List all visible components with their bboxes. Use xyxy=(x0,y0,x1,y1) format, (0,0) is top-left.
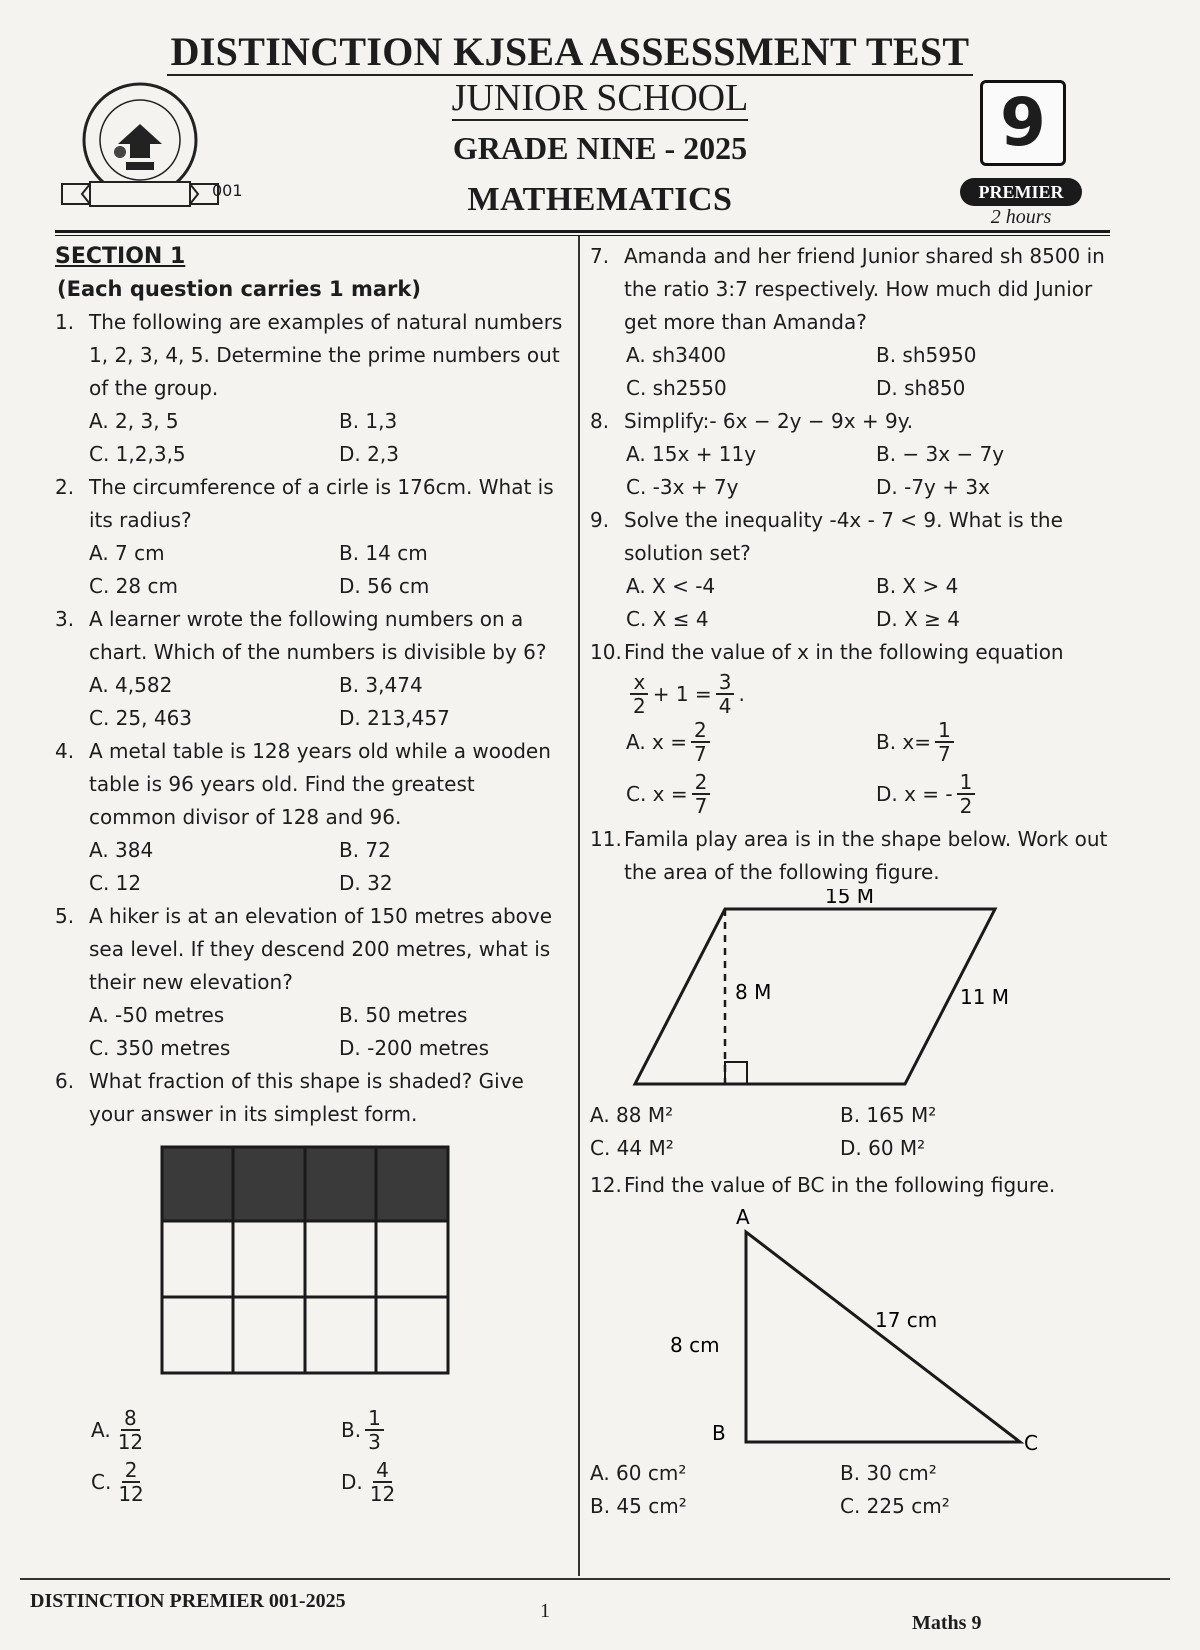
option-a[interactable]: A. 4,582 xyxy=(89,673,173,697)
option-c[interactable]: C. 12 xyxy=(89,871,142,895)
option-a[interactable]: A. 60 cm² xyxy=(590,1461,687,1485)
fraction: $\frac{8}{12}$ xyxy=(117,1406,144,1454)
option-b[interactable]: B. sh5950 xyxy=(876,343,977,367)
option-a[interactable]: A. 15x + 11y xyxy=(626,442,757,466)
question-number: 6. xyxy=(55,1069,75,1093)
question-number: 3. xyxy=(55,607,75,631)
question-number: 7. xyxy=(590,244,610,268)
option-c[interactable]: C. 350 metres xyxy=(89,1036,231,1060)
question-number: 11. xyxy=(590,827,622,851)
question-11-options xyxy=(590,1099,1130,1165)
shaded-grid-figure xyxy=(160,1145,450,1375)
question-number: 2. xyxy=(55,475,75,499)
option-letter: D. x = - xyxy=(876,781,953,806)
option-d[interactable] xyxy=(876,771,1106,817)
question-text: A metal table is 128 years old while a wooden table is 96 years old. Find the greatest common divisor of 128 and 96. xyxy=(89,739,551,829)
option-d[interactable]: D. -7y + 3x xyxy=(876,475,990,499)
option-a[interactable]: A. sh3400 xyxy=(626,343,727,367)
question-4 xyxy=(55,735,565,834)
footer-rule xyxy=(20,1578,1170,1580)
exam-title: DISTINCTION KJSEA ASSESSMENT TEST xyxy=(150,28,990,75)
logo-code: 001 xyxy=(212,181,243,200)
question-text: What fraction of this shape is shaded? Give your answer in its simplest form. xyxy=(89,1069,524,1126)
fraction: $\frac{3}{4}$ xyxy=(716,671,735,717)
side-ac-label: 17 cm xyxy=(875,1308,938,1332)
question-9-options xyxy=(626,570,1130,636)
option-b[interactable]: B. 3,474 xyxy=(339,673,423,697)
question-10 xyxy=(590,636,1130,669)
top-length-label: 15 M xyxy=(825,889,875,908)
option-c[interactable]: C. 44 M² xyxy=(590,1136,674,1160)
question-text: Find the value of x in the following equation xyxy=(624,640,1064,664)
question-text: Find the value of BC in the following figure. xyxy=(624,1173,1056,1197)
option-letter: C. xyxy=(91,1469,112,1494)
option-c[interactable]: C. X ≤ 4 xyxy=(626,607,709,631)
option-d[interactable]: C. 225 cm² xyxy=(840,1494,950,1518)
fraction: $\frac{1}{2}$ xyxy=(957,771,976,817)
footer-subject: Maths 9 xyxy=(912,1612,982,1634)
question-6-options xyxy=(91,1407,565,1505)
question-6 xyxy=(55,1065,565,1131)
question-8-options xyxy=(626,438,1130,504)
question-number: 1. xyxy=(55,310,75,334)
question-8 xyxy=(590,405,1130,438)
option-b[interactable] xyxy=(876,719,1106,765)
question-7-options xyxy=(626,339,1130,405)
question-number: 5. xyxy=(55,904,75,928)
question-4-options xyxy=(89,834,565,900)
question-2 xyxy=(55,471,565,537)
option-b[interactable]: B. 165 M² xyxy=(840,1103,937,1127)
option-d[interactable]: D. X ≥ 4 xyxy=(876,607,961,631)
option-d[interactable]: D. 32 xyxy=(339,871,393,895)
option-d[interactable]: D. -200 metres xyxy=(339,1036,489,1060)
fraction: $\frac{x}{2}$ xyxy=(630,671,649,717)
option-a[interactable]: A. X < -4 xyxy=(626,574,716,598)
option-c[interactable] xyxy=(626,771,876,817)
question-text: Amanda and her friend Junior shared sh 8500 in the ratio 3:7 respectively. How much did Junior get more than Amanda? xyxy=(624,244,1105,334)
question-10-options xyxy=(626,719,1130,817)
right-angle-mark xyxy=(725,1062,747,1084)
header-rule xyxy=(55,230,1110,233)
option-letter: A. x = xyxy=(626,729,687,754)
question-text: The following are examples of natural numbers 1, 2, 3, 4, 5. Determine the prime numbers out of the group. xyxy=(89,310,563,400)
question-number: 8. xyxy=(590,409,610,433)
equation-middle: + 1 = xyxy=(652,681,712,706)
fraction: $\frac{4}{12}$ xyxy=(369,1458,396,1506)
option-letter: D. xyxy=(341,1469,363,1494)
vertex-b-label: B xyxy=(712,1421,726,1445)
fraction: $\frac{1}{3}$ xyxy=(365,1407,384,1453)
option-b[interactable]: B. X > 4 xyxy=(876,574,959,598)
side-length-label: 11 M xyxy=(960,985,1010,1009)
question-1-options xyxy=(89,405,565,471)
option-letter: A. xyxy=(91,1417,111,1442)
option-b[interactable]: B. 14 cm xyxy=(339,541,428,565)
grade-number-box: 9 xyxy=(980,80,1066,166)
equation-end: . xyxy=(738,681,745,706)
question-1 xyxy=(55,306,565,405)
publisher-logo xyxy=(60,72,220,222)
page-number: 1 xyxy=(540,1600,550,1622)
question-12 xyxy=(590,1169,1130,1202)
option-a[interactable]: A. -50 metres xyxy=(89,1003,225,1027)
question-text: A learner wrote the following numbers on a chart. Which of the numbers is divisible by 6? xyxy=(89,607,547,664)
vertex-c-label: C xyxy=(1024,1431,1038,1455)
fraction: $\frac{1}{7}$ xyxy=(935,719,954,765)
question-text: The circumference of a cirle is 176cm. What is its radius? xyxy=(89,475,554,532)
option-a[interactable] xyxy=(626,719,876,765)
option-c[interactable] xyxy=(91,1459,341,1505)
option-c[interactable]: C. 1,2,3,5 xyxy=(89,442,186,466)
question-7 xyxy=(590,240,1130,339)
section-title: SECTION 1 xyxy=(55,244,186,269)
option-d[interactable]: D. 56 cm xyxy=(339,574,430,598)
exam-duration: 2 hours xyxy=(990,206,1052,228)
question-text: Solve the inequality -4x - 7 < 9. What is the solution set? xyxy=(624,508,1063,565)
question-2-options xyxy=(89,537,565,603)
question-5 xyxy=(55,900,565,999)
option-b[interactable]: B. 50 metres xyxy=(339,1003,468,1027)
height-label: 8 M xyxy=(735,980,772,1004)
option-c[interactable]: C. 28 cm xyxy=(89,574,178,598)
question-3-options xyxy=(89,669,565,735)
question-12-options xyxy=(590,1457,1130,1523)
option-c[interactable]: C. 25, 463 xyxy=(89,706,193,730)
fraction: $\frac{2}{12}$ xyxy=(118,1458,144,1506)
option-b[interactable]: B. 1,3 xyxy=(339,409,398,433)
option-letter: B. xyxy=(341,1417,362,1442)
fraction: $\frac{2}{7}$ xyxy=(691,719,710,765)
triangle-figure xyxy=(590,1202,1130,1457)
question-text: A hiker is at an elevation of 150 metres above sea level. If they descend 200 metres, what is their new elevation? xyxy=(89,904,553,994)
option-a[interactable] xyxy=(91,1407,341,1453)
option-a[interactable]: A. 88 M² xyxy=(590,1103,674,1127)
exam-grade: GRADE NINE - 2025 xyxy=(452,130,748,166)
option-d[interactable]: D. 60 M² xyxy=(840,1136,926,1160)
side-ab-label: 8 cm xyxy=(670,1333,720,1357)
question-number: 12. xyxy=(590,1173,622,1197)
exam-subtitle: JUNIOR SCHOOL xyxy=(451,77,749,119)
option-letter: B. x= xyxy=(876,729,932,754)
exam-subject: MATHEMATICS xyxy=(467,181,733,218)
option-d[interactable]: D. sh850 xyxy=(876,376,966,400)
option-a[interactable]: A. 384 xyxy=(89,838,154,862)
question-11 xyxy=(590,823,1130,889)
header-rule-thin xyxy=(55,235,1110,236)
question-text: Simplify:- 6x − 2y − 9x + 9y. xyxy=(624,409,914,433)
option-b[interactable] xyxy=(341,1407,571,1453)
exam-header xyxy=(0,0,1200,245)
question-number: 4. xyxy=(55,739,75,763)
option-c[interactable]: B. 45 cm² xyxy=(590,1494,687,1518)
option-b[interactable]: B. 72 xyxy=(339,838,391,862)
question-9 xyxy=(590,504,1130,570)
column-divider xyxy=(578,236,580,1576)
option-d[interactable] xyxy=(341,1459,571,1505)
question-5-options xyxy=(89,999,565,1065)
question-10-equation xyxy=(626,669,1130,719)
option-c[interactable]: C. sh2550 xyxy=(626,376,727,400)
option-d[interactable]: D. 2,3 xyxy=(339,442,399,466)
left-column xyxy=(55,240,565,1505)
option-a[interactable]: A. 7 cm xyxy=(89,541,165,565)
footer-series: DISTINCTION PREMIER 001-2025 xyxy=(30,1590,346,1612)
option-a[interactable]: A. 2, 3, 5 xyxy=(89,409,179,433)
question-number: 10. xyxy=(590,640,622,664)
option-letter: C. x = xyxy=(626,781,688,806)
right-column xyxy=(590,240,1130,1523)
right-triangle xyxy=(746,1232,1020,1442)
option-b[interactable]: B. 30 cm² xyxy=(840,1461,937,1485)
option-b[interactable]: B. − 3x − 7y xyxy=(876,442,1005,466)
question-text: Famila play area is in the shape below. Work out the area of the following figure. xyxy=(624,827,1108,884)
question-number: 9. xyxy=(590,508,610,532)
question-3 xyxy=(55,603,565,669)
parallelogram-shape xyxy=(635,909,995,1084)
premier-badge: PREMIER xyxy=(960,178,1082,206)
option-c[interactable]: C. -3x + 7y xyxy=(626,475,739,499)
fraction: $\frac{2}{7}$ xyxy=(692,771,711,817)
section-note: (Each question carries 1 mark) xyxy=(57,277,421,301)
option-d[interactable]: D. 213,457 xyxy=(339,706,450,730)
parallelogram-figure xyxy=(590,889,1130,1099)
vertex-a-label: A xyxy=(736,1205,750,1229)
